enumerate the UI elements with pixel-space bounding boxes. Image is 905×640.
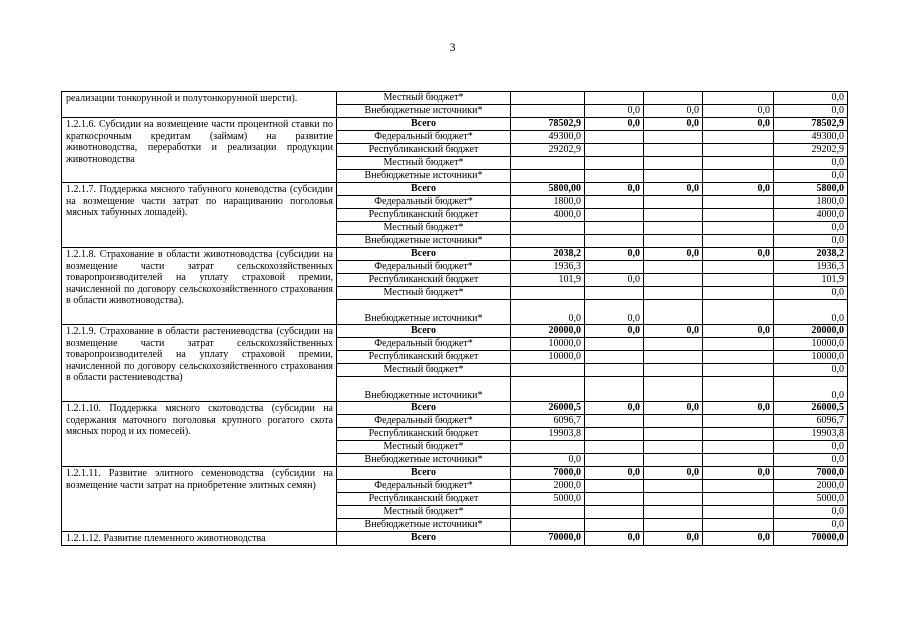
cell-total-amount: 0,0 [511,454,585,467]
cell-year-2 [644,287,703,300]
cell-year-1 [585,131,644,144]
funding-source: Всего [337,325,511,338]
cell-total-amount: 1800,0 [511,196,585,209]
activity-description: 1.2.1.10. Поддержка мясного скотоводства (субсидии на содержания маточного поголовья крупного рогатого скота мясных пород и их помесей). [62,402,337,467]
cell-year-1 [585,92,644,105]
cell-year-3 [703,196,774,209]
cell-year-1: 0,0 [585,532,644,546]
cell-year-1: 0,0 [585,183,644,196]
cell-year-2 [644,364,703,377]
cell-sum-amount: 0,0 [774,300,848,325]
funding-source: Местный бюджет* [337,92,511,105]
cell-sum-amount: 0,0 [774,441,848,454]
cell-sum-amount: 0,0 [774,235,848,248]
cell-total-amount: 2000,0 [511,480,585,493]
cell-year-2 [644,454,703,467]
cell-sum-amount: 10000,0 [774,351,848,364]
cell-total-amount [511,506,585,519]
cell-year-1: 0,0 [585,248,644,261]
table-row [62,402,848,415]
cell-total-amount [511,441,585,454]
cell-year-1: 0,0 [585,325,644,338]
funding-source: Внебюджетные источники* [337,519,511,532]
activity-description: 1.2.1.6. Субсидии на возмещение части процентной ставки по краткосрочным кредитам (займам) на развитие животноводства, переработки и реализации продукции животноводства [62,118,337,183]
cell-year-1 [585,209,644,222]
cell-total-amount: 1936,3 [511,261,585,274]
cell-year-3: 0,0 [703,402,774,415]
cell-sum-amount: 0,0 [774,454,848,467]
cell-year-3 [703,300,774,325]
cell-year-3 [703,209,774,222]
cell-year-2 [644,493,703,506]
cell-total-amount: 5000,0 [511,493,585,506]
cell-year-2: 0,0 [644,183,703,196]
cell-year-2 [644,519,703,532]
funding-source: Внебюджетные источники* [337,300,511,325]
activity-description: 1.2.1.12. Развитие племенного животноводства [62,532,337,546]
cell-year-3 [703,441,774,454]
cell-total-amount [511,235,585,248]
funding-source: Федеральный бюджет* [337,480,511,493]
cell-total-amount: 6096,7 [511,415,585,428]
cell-sum-amount: 0,0 [774,105,848,118]
cell-sum-amount: 0,0 [774,157,848,170]
cell-year-2 [644,506,703,519]
cell-year-1 [585,506,644,519]
cell-year-3 [703,222,774,235]
cell-sum-amount: 70000,0 [774,532,848,546]
cell-sum-amount: 0,0 [774,506,848,519]
cell-year-3 [703,287,774,300]
cell-year-1: 0,0 [585,105,644,118]
cell-total-amount [511,287,585,300]
table-row [62,118,848,131]
cell-year-3: 0,0 [703,118,774,131]
cell-year-3 [703,415,774,428]
funding-source: Внебюджетные источники* [337,454,511,467]
cell-sum-amount: 29202,9 [774,144,848,157]
cell-year-1 [585,351,644,364]
cell-total-amount: 5800,00 [511,183,585,196]
cell-sum-amount: 10000,0 [774,338,848,351]
cell-year-2 [644,209,703,222]
cell-sum-amount: 78502,9 [774,118,848,131]
funding-source: Местный бюджет* [337,157,511,170]
activity-description: реализации тонкорунной и полутонкорунной шерсти). [62,92,337,118]
cell-year-1 [585,157,644,170]
cell-year-1 [585,338,644,351]
cell-year-2 [644,235,703,248]
cell-sum-amount: 0,0 [774,92,848,105]
cell-total-amount: 26000,5 [511,402,585,415]
funding-source: Внебюджетные источники* [337,105,511,118]
funding-source: Всего [337,467,511,480]
funding-source: Внебюджетные источники* [337,170,511,183]
cell-year-3 [703,157,774,170]
cell-year-1 [585,170,644,183]
cell-year-2 [644,131,703,144]
funding-source: Всего [337,183,511,196]
cell-sum-amount: 2000,0 [774,480,848,493]
cell-year-3 [703,377,774,402]
cell-year-2 [644,480,703,493]
cell-year-3: 0,0 [703,325,774,338]
funding-source: Республиканский бюджет [337,209,511,222]
cell-year-1: 0,0 [585,402,644,415]
table-row [62,248,848,261]
cell-year-3: 0,0 [703,248,774,261]
cell-year-2: 0,0 [644,248,703,261]
cell-sum-amount: 49300,0 [774,131,848,144]
cell-year-1 [585,480,644,493]
cell-sum-amount: 0,0 [774,364,848,377]
cell-total-amount: 2038,2 [511,248,585,261]
cell-sum-amount: 5000,0 [774,493,848,506]
cell-year-2 [644,157,703,170]
activity-description: 1.2.1.7. Поддержка мясного табунного коневодства (субсидии на возмещение части затрат по наращиванию поголовья мясных табунных лошадей). [62,183,337,248]
cell-year-2: 0,0 [644,325,703,338]
cell-year-1 [585,196,644,209]
cell-total-amount: 20000,0 [511,325,585,338]
table-row [62,467,848,480]
cell-year-1 [585,222,644,235]
cell-year-1 [585,261,644,274]
cell-sum-amount: 20000,0 [774,325,848,338]
cell-sum-amount: 0,0 [774,222,848,235]
cell-year-1 [585,235,644,248]
cell-year-1 [585,377,644,402]
cell-sum-amount: 0,0 [774,519,848,532]
cell-year-3 [703,92,774,105]
cell-year-2 [644,92,703,105]
cell-total-amount: 4000,0 [511,209,585,222]
funding-source: Всего [337,532,511,546]
table-row [62,183,848,196]
cell-year-1: 0,0 [585,300,644,325]
cell-year-3 [703,274,774,287]
cell-year-1 [585,364,644,377]
cell-sum-amount: 19903,8 [774,428,848,441]
cell-sum-amount: 26000,5 [774,402,848,415]
cell-total-amount: 70000,0 [511,532,585,546]
funding-source: Всего [337,402,511,415]
cell-year-2 [644,415,703,428]
cell-year-1 [585,144,644,157]
cell-sum-amount: 7000,0 [774,467,848,480]
funding-source: Республиканский бюджет [337,493,511,506]
cell-total-amount: 10000,0 [511,351,585,364]
cell-sum-amount: 0,0 [774,377,848,402]
cell-year-2 [644,338,703,351]
funding-source: Республиканский бюджет [337,351,511,364]
cell-total-amount [511,157,585,170]
cell-year-3 [703,170,774,183]
cell-sum-amount: 101,9 [774,274,848,287]
cell-year-1 [585,441,644,454]
cell-year-2 [644,274,703,287]
page-number: 3 [449,40,456,54]
cell-year-3 [703,506,774,519]
cell-year-3 [703,338,774,351]
cell-year-2 [644,222,703,235]
cell-year-2 [644,428,703,441]
funding-source: Республиканский бюджет [337,428,511,441]
cell-year-2 [644,300,703,325]
cell-year-3 [703,454,774,467]
cell-year-1 [585,428,644,441]
cell-total-amount [511,364,585,377]
cell-year-3 [703,261,774,274]
cell-total-amount: 10000,0 [511,338,585,351]
cell-total-amount: 0,0 [511,300,585,325]
funding-source: Федеральный бюджет* [337,338,511,351]
cell-year-2: 0,0 [644,118,703,131]
cell-sum-amount: 4000,0 [774,209,848,222]
cell-year-2: 0,0 [644,402,703,415]
cell-total-amount [511,377,585,402]
cell-sum-amount: 0,0 [774,170,848,183]
cell-year-2 [644,261,703,274]
funding-source: Местный бюджет* [337,222,511,235]
funding-source: Всего [337,118,511,131]
cell-year-1 [585,519,644,532]
budget-table [61,91,848,546]
cell-year-1: 0,0 [585,118,644,131]
cell-year-3 [703,235,774,248]
cell-sum-amount: 1936,3 [774,261,848,274]
cell-year-3 [703,480,774,493]
funding-source: Местный бюджет* [337,506,511,519]
funding-source: Федеральный бюджет* [337,196,511,209]
cell-year-3 [703,144,774,157]
cell-total-amount: 78502,9 [511,118,585,131]
cell-year-3: 0,0 [703,183,774,196]
funding-source: Всего [337,248,511,261]
cell-total-amount [511,519,585,532]
cell-year-3 [703,131,774,144]
cell-year-1 [585,287,644,300]
cell-total-amount: 19903,8 [511,428,585,441]
table-row [62,532,848,546]
funding-source: Федеральный бюджет* [337,261,511,274]
cell-total-amount: 7000,0 [511,467,585,480]
funding-source: Федеральный бюджет* [337,131,511,144]
cell-year-2: 0,0 [644,105,703,118]
cell-year-2 [644,441,703,454]
cell-year-3 [703,351,774,364]
cell-year-1 [585,493,644,506]
activity-description: 1.2.1.9. Страхование в области растениеводства (субсидии на возмещение части затрат сельскохозяйственных товаропроизводителей на уплату страховой премии, начисленной по договору сельскохозяйственного страхования в области растениеводства) [62,325,337,402]
cell-year-1 [585,415,644,428]
funding-source: Внебюджетные источники* [337,235,511,248]
activity-description: 1.2.1.8. Страхование в области животноводства (субсидии на возмещение части затрат сельскохозяйственных товаропроизводителей на уплату страховой премии, начисленной по договору сельскохозяйственного страхования в области животноводства). [62,248,337,325]
cell-year-3 [703,493,774,506]
cell-total-amount [511,105,585,118]
cell-year-2 [644,196,703,209]
table-row [62,92,848,105]
cell-year-2: 0,0 [644,467,703,480]
funding-source: Внебюджетные источники* [337,377,511,402]
cell-total-amount: 101,9 [511,274,585,287]
cell-year-3: 0,0 [703,532,774,546]
cell-year-1: 0,0 [585,274,644,287]
funding-source: Федеральный бюджет* [337,415,511,428]
cell-year-2: 0,0 [644,532,703,546]
cell-year-2 [644,351,703,364]
cell-year-3: 0,0 [703,467,774,480]
table-row [62,325,848,338]
funding-source: Местный бюджет* [337,441,511,454]
cell-total-amount: 49300,0 [511,131,585,144]
cell-year-1: 0,0 [585,467,644,480]
activity-description: 1.2.1.11. Развитие элитного семеноводства (субсидии на возмещение части затрат на приобретение элитных семян) [62,467,337,532]
cell-year-3 [703,519,774,532]
cell-year-1 [585,454,644,467]
funding-source: Республиканский бюджет [337,274,511,287]
cell-year-2 [644,144,703,157]
funding-source: Местный бюджет* [337,287,511,300]
cell-total-amount: 29202,9 [511,144,585,157]
cell-total-amount [511,222,585,235]
cell-year-3: 0,0 [703,105,774,118]
cell-year-2 [644,377,703,402]
cell-year-3 [703,364,774,377]
cell-year-3 [703,428,774,441]
funding-source: Местный бюджет* [337,364,511,377]
cell-total-amount [511,92,585,105]
cell-total-amount [511,170,585,183]
cell-sum-amount: 1800,0 [774,196,848,209]
cell-sum-amount: 0,0 [774,287,848,300]
cell-sum-amount: 5800,0 [774,183,848,196]
cell-year-2 [644,170,703,183]
funding-source: Республиканский бюджет [337,144,511,157]
cell-sum-amount: 6096,7 [774,415,848,428]
cell-sum-amount: 2038,2 [774,248,848,261]
